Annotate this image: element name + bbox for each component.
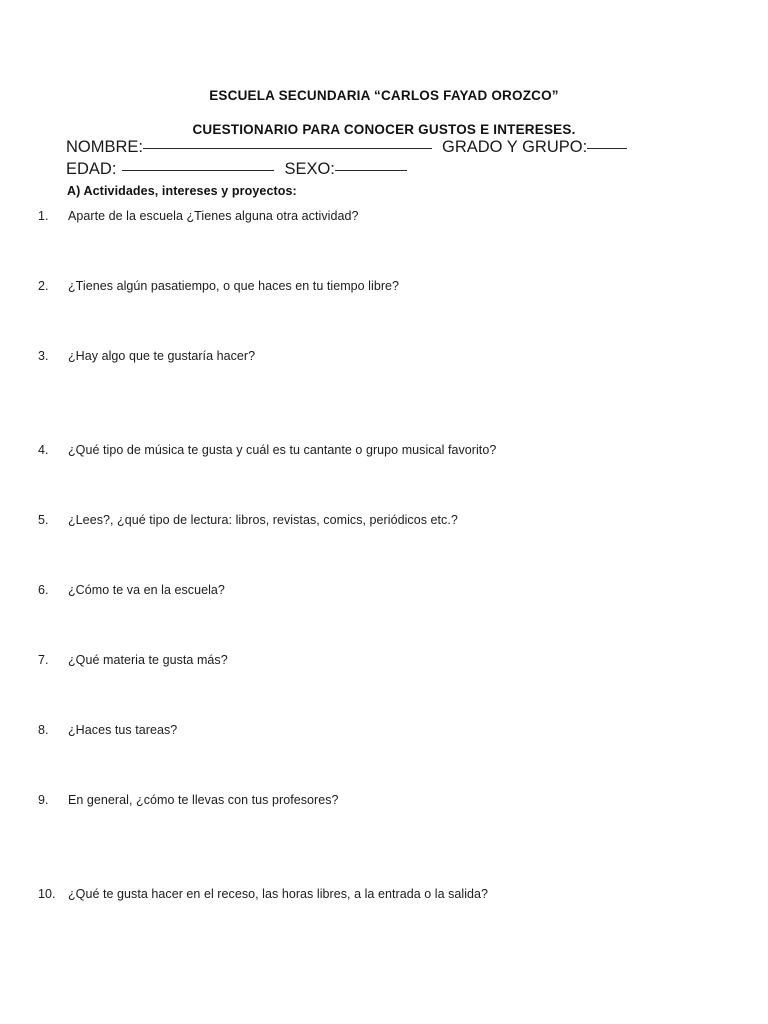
question-text: ¿Lees?, ¿qué tipo de lectura: libros, revistas, comics, periódicos etc.?: [68, 513, 458, 527]
question-number: 3.: [38, 349, 49, 363]
section-a-heading: A) Actividades, intereses y proyectos:: [67, 184, 297, 198]
question-item: [38, 443, 738, 457]
question-number: 7.: [38, 653, 49, 667]
question-text: ¿Qué materia te gusta más?: [68, 653, 228, 667]
question-item: [38, 513, 738, 527]
question-number: 9.: [38, 793, 49, 807]
question-text: Aparte de la escuela ¿Tienes alguna otra actividad?: [68, 209, 359, 223]
questionnaire-title-heading: CUESTIONARIO PARA CONOCER GUSTOS E INTERESES.: [192, 122, 576, 137]
sexo-label: SEXO:: [284, 160, 335, 178]
question-item: [38, 349, 738, 363]
question-text: ¿Tienes algún pasatiempo, o que haces en tu tiempo libre?: [68, 279, 400, 293]
question-item: [38, 653, 738, 667]
question-item: [38, 279, 738, 293]
question-number: 8.: [38, 723, 49, 737]
question-number: 2.: [38, 279, 49, 293]
edad-label: EDAD:: [66, 160, 117, 178]
grado-y-grupo-label: GRADO Y GRUPO:: [442, 138, 588, 156]
question-text: ¿Cómo te va en la escuela?: [68, 583, 225, 597]
sexo-input-rule[interactable]: [335, 170, 407, 171]
question-text: ¿Hay algo que te gustaría hacer?: [68, 349, 256, 363]
school-name-heading: ESCUELA SECUNDARIA “CARLOS FAYAD OROZCO”: [209, 88, 559, 103]
question-text: ¿Haces tus tareas?: [68, 723, 178, 737]
question-text: En general, ¿cómo te llevas con tus profesores?: [68, 793, 339, 807]
question-text: ¿Qué te gusta hacer en el receso, las horas libres, a la entrada o la salida?: [68, 887, 489, 901]
age-sex-field-row: [66, 160, 407, 179]
nombre-label: NOMBRE:: [66, 138, 144, 156]
name-grade-field-row: [66, 138, 627, 157]
edad-input-rule[interactable]: [122, 170, 274, 171]
question-text: ¿Qué tipo de música te gusta y cuál es tu cantante o grupo musical favorito?: [68, 443, 497, 457]
question-item: [38, 723, 738, 737]
question-number: 1.: [38, 209, 49, 223]
question-item: [38, 887, 738, 901]
question-number: 4.: [38, 443, 49, 457]
question-number: 5.: [38, 513, 49, 527]
question-item: [38, 209, 738, 223]
nombre-input-rule[interactable]: [143, 148, 432, 149]
grado-input-rule[interactable]: [587, 148, 627, 149]
question-item: [38, 793, 738, 807]
question-number: 10.: [38, 887, 56, 901]
question-item: [38, 583, 738, 597]
question-number: 6.: [38, 583, 49, 597]
